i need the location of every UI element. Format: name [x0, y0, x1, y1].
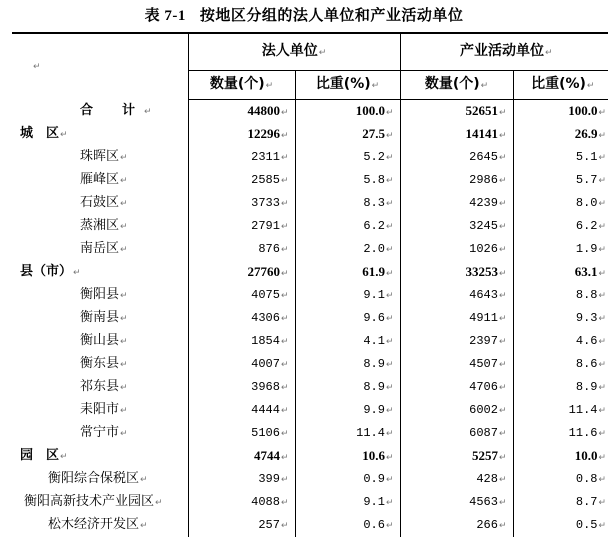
table-row-county	[12, 261, 608, 284]
cell-ratio-activity: 8.7↵	[575, 495, 607, 509]
cell-count-activity: 33253↵	[400, 261, 513, 284]
cell-ratio-legal: 10.6↵	[295, 445, 400, 468]
row-label: 松木经济开发区↵	[12, 514, 188, 537]
cell-ratio-legal: 5.2↵	[295, 146, 400, 169]
cell-count-activity: 266↵	[400, 514, 513, 537]
cell-ratio-activity: 9.3↵	[575, 311, 607, 325]
table-row	[12, 146, 608, 169]
cell-ratio-legal: 8.3↵	[295, 192, 400, 215]
cell-count-activity: 4911↵	[400, 307, 513, 330]
cell-ratio-activity: 8.0↵	[575, 196, 607, 210]
header-legal-units: 法人单位↵	[188, 33, 400, 71]
cell-count-activity: 2397↵	[400, 330, 513, 353]
cell-ratio-activity: 8.8↵	[575, 288, 607, 302]
cell-ratio-activity: 1.9↵	[575, 242, 607, 256]
cell-count-legal: 399↵	[188, 468, 295, 491]
table-row	[12, 169, 608, 192]
cell-count-activity: 4239↵	[400, 192, 513, 215]
header-ratio-1: 比重(%)↵	[295, 71, 400, 100]
cell-count-activity: 2986↵	[400, 169, 513, 192]
table-row	[12, 491, 608, 514]
cell-count-activity: 2645↵	[400, 146, 513, 169]
cell-count-legal: 44800↵	[188, 100, 295, 124]
cell-count-activity: 428↵	[400, 468, 513, 491]
cell-count-legal: 1854↵	[188, 330, 295, 353]
table-row-total	[12, 100, 608, 124]
cell-ratio-legal: 9.1↵	[295, 284, 400, 307]
row-label: 园 区↵	[12, 445, 188, 468]
cell-count-legal: 2791↵	[188, 215, 295, 238]
cell-ratio-legal: 5.8↵	[295, 169, 400, 192]
table-row	[12, 514, 608, 537]
table-row-park	[12, 445, 608, 468]
cell-ratio-legal: 100.0↵	[295, 100, 400, 124]
table-row	[12, 192, 608, 215]
cell-count-activity: 3245↵	[400, 215, 513, 238]
cell-count-legal: 4444↵	[188, 399, 295, 422]
cell-ratio-activity: 8.9↵	[575, 380, 607, 394]
cell-count-activity: 4507↵	[400, 353, 513, 376]
row-label: 县（市）↵	[12, 261, 188, 284]
cell-ratio-activity: 11.4↵	[568, 403, 607, 417]
row-label: 衡南县↵	[12, 307, 188, 330]
cell-count-activity: 4643↵	[400, 284, 513, 307]
cell-ratio-legal: 9.9↵	[295, 399, 400, 422]
cell-ratio-legal: 8.9↵	[295, 353, 400, 376]
cell-count-legal: 2585↵	[188, 169, 295, 192]
cell-ratio-legal: 61.9↵	[295, 261, 400, 284]
cell-count-activity: 6087↵	[400, 422, 513, 445]
cell-count-activity: 1026↵	[400, 238, 513, 261]
row-label: 珠晖区↵	[12, 146, 188, 169]
cell-ratio-legal: 8.9↵	[295, 376, 400, 399]
cell-ratio-activity: 6.2↵	[575, 219, 607, 233]
table-row	[12, 284, 608, 307]
row-label: 耒阳市↵	[12, 399, 188, 422]
cell-count-legal: 27760↵	[188, 261, 295, 284]
cell-ratio-legal: 11.4↵	[295, 422, 400, 445]
cell-count-activity: 52651↵	[400, 100, 513, 124]
table-title-text: 按地区分组的法人单位和产业活动单位	[199, 6, 464, 24]
row-label: 衡阳高新技术产业园区↵	[12, 491, 188, 514]
region-header-cell: ↵	[12, 33, 188, 100]
cell-ratio-legal: 9.6↵	[295, 307, 400, 330]
statistics-table	[12, 32, 608, 537]
header-row-1	[12, 33, 608, 71]
table-row	[12, 330, 608, 353]
row-label: 祁东县↵	[12, 376, 188, 399]
cell-ratio-legal: 27.5↵	[295, 123, 400, 146]
cell-count-legal: 257↵	[188, 514, 295, 537]
cell-count-legal: 4088↵	[188, 491, 295, 514]
table-row	[12, 376, 608, 399]
cell-count-legal: 4306↵	[188, 307, 295, 330]
row-label: 石鼓区↵	[12, 192, 188, 215]
cell-count-legal: 5106↵	[188, 422, 295, 445]
cell-ratio-activity: 0.8↵	[575, 472, 607, 486]
cell-ratio-activity: 5.1↵	[575, 150, 607, 164]
cell-count-activity: 4706↵	[400, 376, 513, 399]
row-label: 蒸湘区↵	[12, 215, 188, 238]
row-label: 雁峰区↵	[12, 169, 188, 192]
row-label: 南岳区↵	[12, 238, 188, 261]
cell-ratio-activity: 11.6↵	[568, 426, 607, 440]
table-number: 表 7-1	[144, 8, 186, 24]
table-row	[12, 468, 608, 491]
header-count-2: 数量(个)↵	[400, 71, 513, 100]
cell-count-legal: 2311↵	[188, 146, 295, 169]
cell-count-legal: 4075↵	[188, 284, 295, 307]
cell-count-legal: 4007↵	[188, 353, 295, 376]
cell-ratio-legal: 6.2↵	[295, 215, 400, 238]
row-label: 常宁市↵	[12, 422, 188, 445]
table-title	[0, 4, 608, 25]
cell-ratio-activity: 0.5↵	[575, 518, 607, 532]
table-row	[12, 399, 608, 422]
cell-count-activity: 4563↵	[400, 491, 513, 514]
row-label: 衡阳综合保税区↵	[12, 468, 188, 491]
cell-count-legal: 4744↵	[188, 445, 295, 468]
table-row	[12, 307, 608, 330]
row-label: 城 区↵	[12, 123, 188, 146]
cell-count-legal: 876↵	[188, 238, 295, 261]
cell-ratio-legal: 0.6↵	[295, 514, 400, 537]
cell-ratio-legal: 4.1↵	[295, 330, 400, 353]
row-label: 衡东县↵	[12, 353, 188, 376]
cell-count-legal: 3968↵	[188, 376, 295, 399]
cell-ratio-activity: 26.9↵	[574, 126, 607, 141]
cell-ratio-activity: 8.6↵	[575, 357, 607, 371]
cell-ratio-legal: 0.9↵	[295, 468, 400, 491]
cell-ratio-activity: 10.0↵	[574, 448, 607, 463]
cell-ratio-activity: 63.1↵	[574, 264, 607, 279]
cell-ratio-activity: 4.6↵	[575, 334, 607, 348]
row-label: 衡阳县↵	[12, 284, 188, 307]
table-row	[12, 238, 608, 261]
cell-count-activity: 6002↵	[400, 399, 513, 422]
table-row-urban	[12, 123, 608, 146]
cell-count-activity: 14141↵	[400, 123, 513, 146]
row-label: 合 计↵	[12, 100, 188, 124]
table-row	[12, 353, 608, 376]
cell-ratio-legal: 2.0↵	[295, 238, 400, 261]
cell-count-legal: 12296↵	[188, 123, 295, 146]
cell-count-legal: 3733↵	[188, 192, 295, 215]
cell-ratio-activity: 5.7↵	[575, 173, 607, 187]
header-ratio-2: 比重(%)↵	[513, 71, 608, 100]
table-row	[12, 215, 608, 238]
header-activity-units: 产业活动单位↵	[400, 33, 608, 71]
cell-count-activity: 5257↵	[400, 445, 513, 468]
header-count-1: 数量(个)↵	[188, 71, 295, 100]
cell-ratio-legal: 9.1↵	[295, 491, 400, 514]
row-label: 衡山县↵	[12, 330, 188, 353]
table-row	[12, 422, 608, 445]
cell-ratio-activity: 100.0↵	[568, 103, 607, 118]
